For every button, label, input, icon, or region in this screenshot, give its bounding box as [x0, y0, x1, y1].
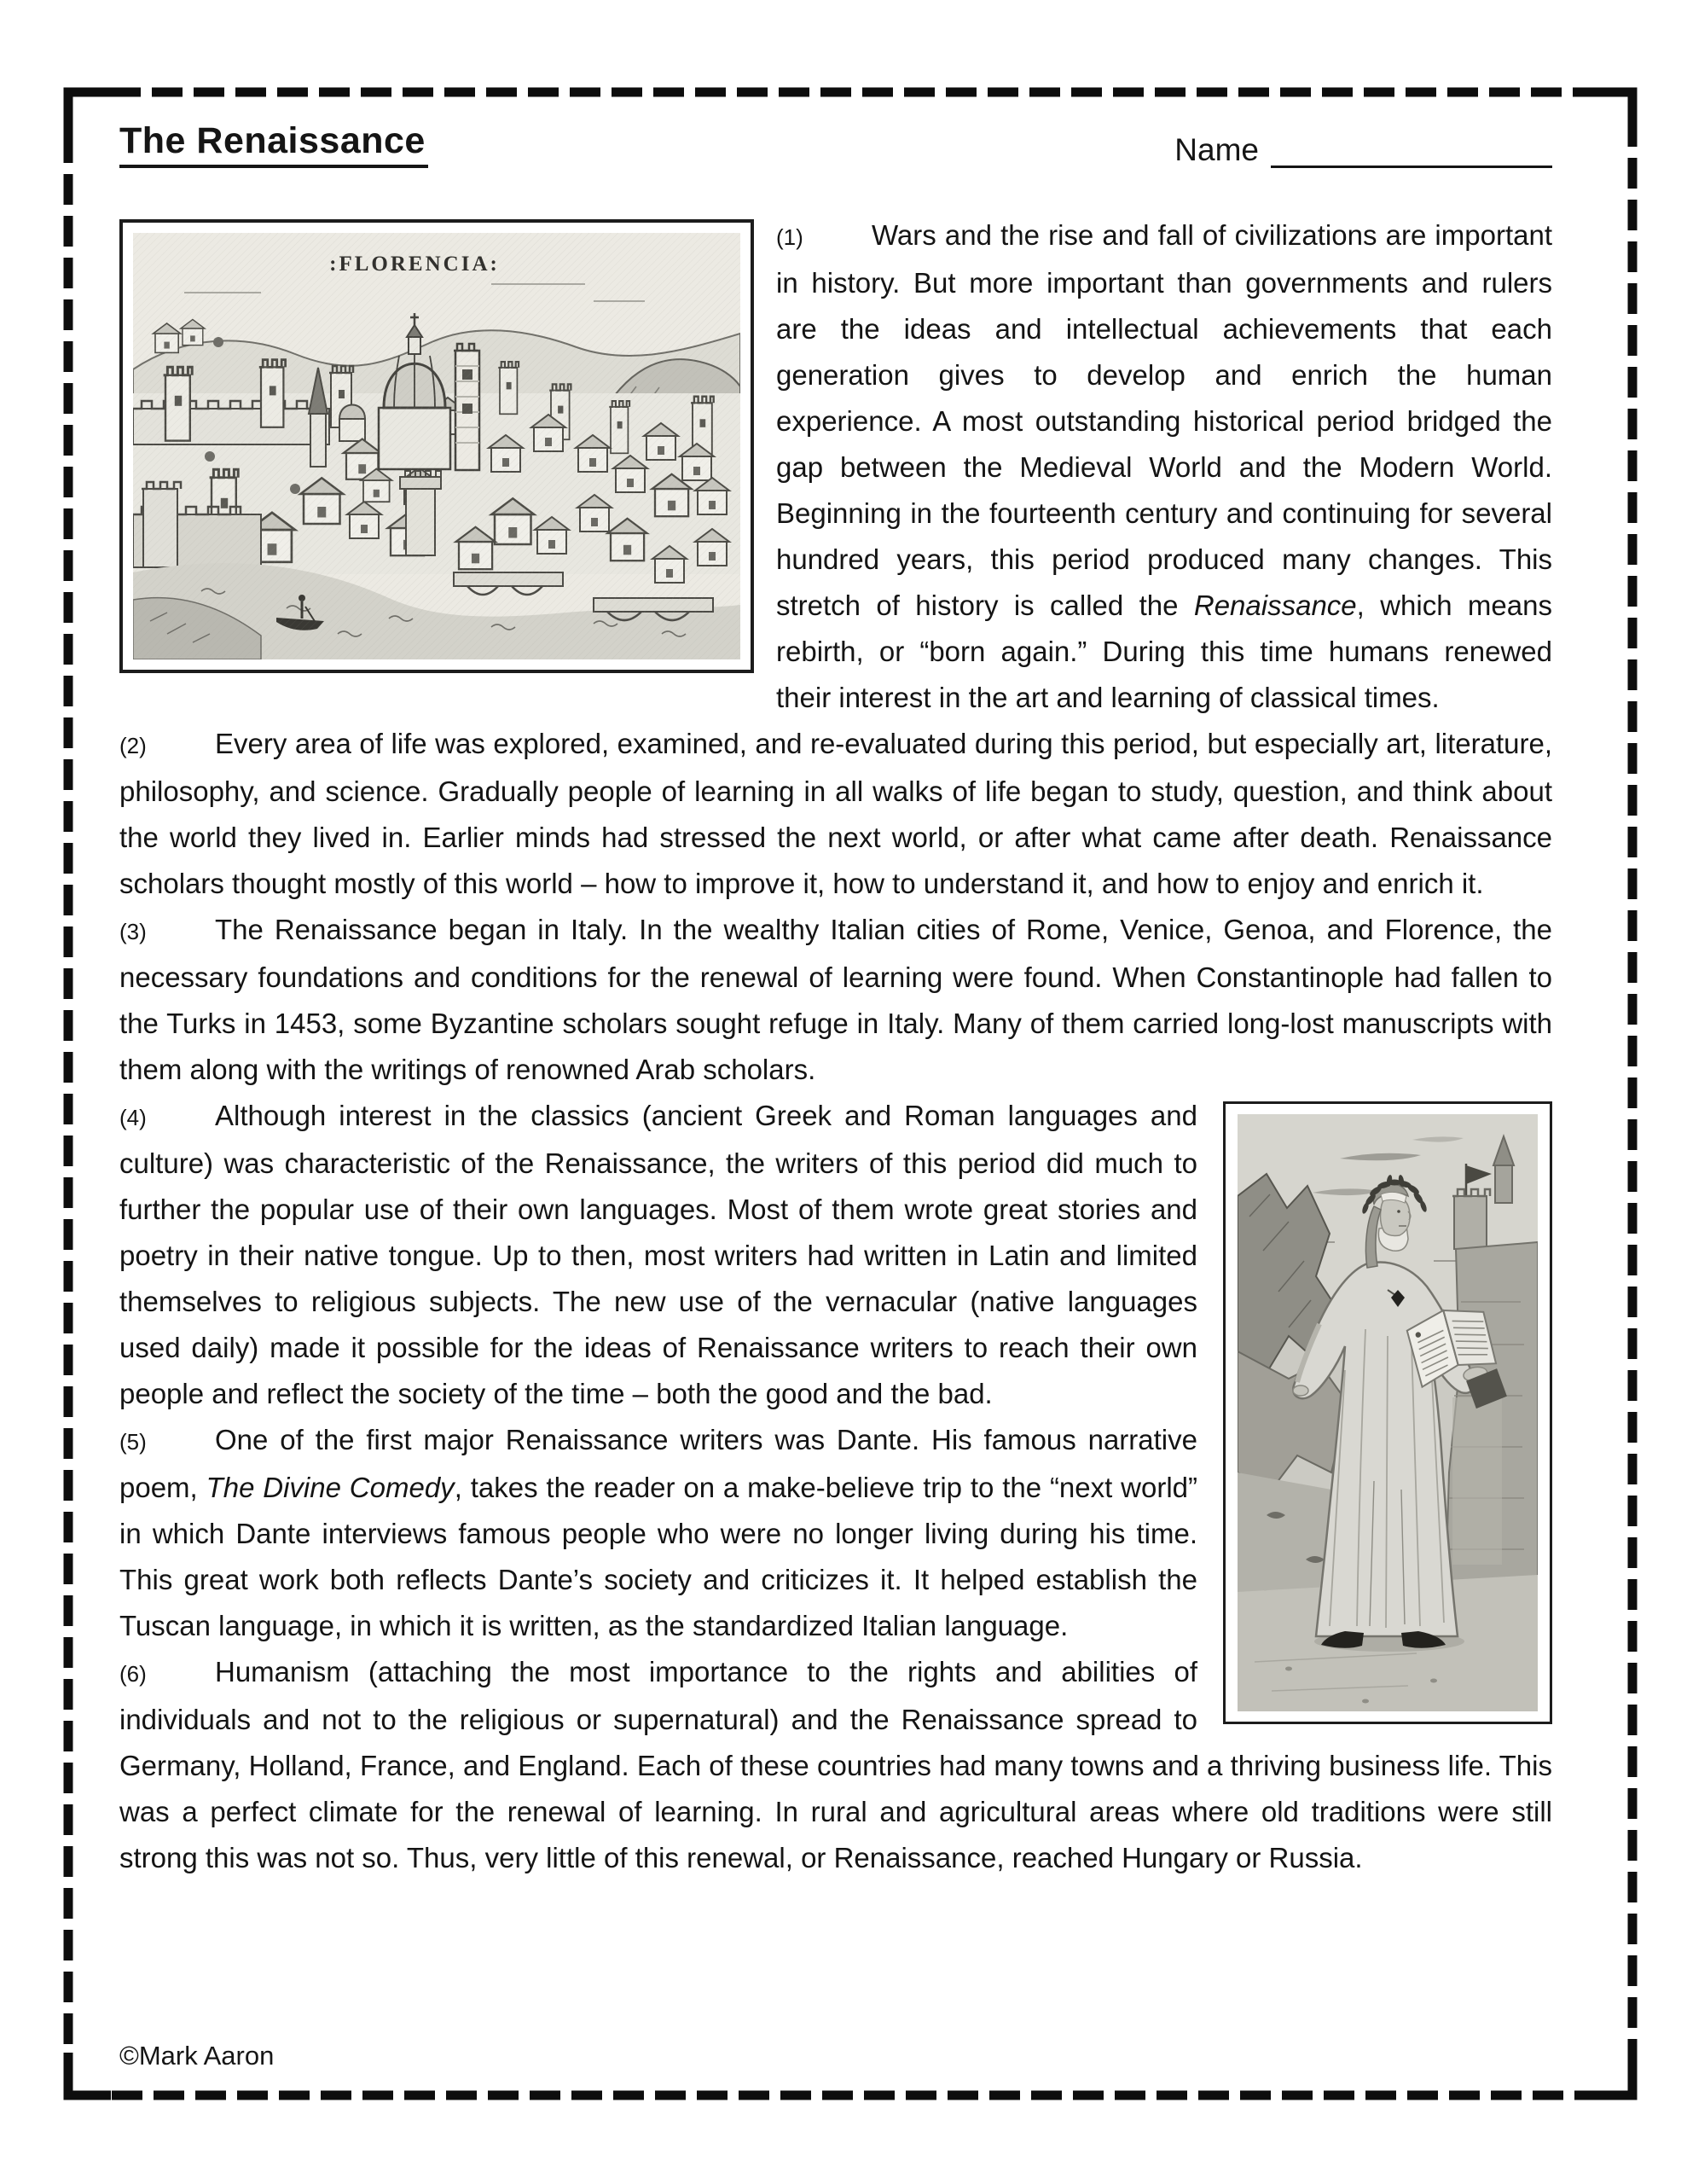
page-title: The Renaissance [119, 121, 428, 168]
dante-portrait-image [1238, 1114, 1538, 1711]
paragraph-number: (2) [119, 733, 147, 759]
worksheet-content [119, 121, 1552, 1881]
paragraph-number: (5) [119, 1429, 147, 1455]
name-blank-line [1271, 130, 1552, 168]
article-body [119, 212, 1552, 1881]
florence-woodcut-image [133, 233, 740, 659]
name-field [1174, 130, 1552, 168]
paragraph-5: (5) One of the first major Renaissance writers was Dante. His famous narrative poem, The Divine Comedy, takes the reader on a make-believe trip to the “next world” in which Dante interviews famous people who were no longer living during his time. This great work both reflects Dante’s society and criticizes it. It helped establish the Tuscan language, in which it is written, as the standardized Italian language. [119, 1417, 1552, 1649]
paragraph-3: (3) The Renaissance began in Italy. In the wealthy Italian cities of Rome, Venice, Genoa, and Florence, the necessary foundations and conditions for the renewal of learning were found. When Constantinople had fallen to the Turks in 1453, some Byzantine scholars sought refuge in Italy. Many of them carried long-lost manuscripts with them along with the writings of renowned Arab scholars. [119, 907, 1552, 1093]
name-label: Name [1174, 132, 1259, 168]
paragraph-6: (6) Humanism (attaching the most importance to the rights and abilities of individuals and not to the religious or supernatural) and the Renaissance spread to Germany, Holland, France, and England. Each of these countries had many towns and a thriving business life. This was a perfect climate for the renewal of learning. In rural and agricultural areas where old traditions were still strong this was not so. Thus, very little of this renewal, or Renaissance, reached Hungary or Russia. [119, 1649, 1552, 1881]
header [119, 121, 1552, 168]
florence-woodcut-figure [119, 219, 754, 673]
paragraph-1: (1) Wars and the rise and fall of civilizations are important in history. But more important than governments and rulers are the ideas and intellectual achievements that each generation gives to develop and enrich the human experience. A most outstanding historical period bridged the gap between the Medieval World and the Modern World. Beginning in the fourteenth century and continuing for several hundred years, this period produced many changes. This stretch of history is called the Renaissance, which means rebirth, or “born again.” During this time humans renewed their interest in the art and learning of classical times. [119, 212, 1552, 721]
paragraph-number: (4) [119, 1105, 147, 1131]
paragraph-number: (3) [119, 919, 147, 945]
florence-caption-label: :FLORENCIA: [329, 253, 500, 276]
paragraph-number: (6) [119, 1661, 147, 1687]
footer-credit: ©Mark Aaron [119, 2041, 275, 2071]
dante-portrait-figure [1223, 1101, 1552, 1724]
paragraph-2: (2) Every area of life was explored, examined, and re-evaluated during this period, but especially art, literature, philosophy, and science. Gradually people of learning in all walks of life began to study, question, and think about the world they lived in. Earlier minds had stressed the next world, or after what came after death. Renaissance scholars thought mostly of this world – how to improve it, how to understand it, and how to enjoy and enrich it. [119, 721, 1552, 907]
paragraph-number: (1) [776, 224, 803, 251]
paragraph-4: (4) Although interest in the classics (ancient Greek and Roman languages and culture) was characteristic of the Renaissance, the writers of this period did much to further the popular use of their own languages. Most of them wrote great stories and poetry in their native tongue. Up to then, most writers had written in Latin and limited themselves to religious subjects. The new use of the vernacular (native languages used daily) made it possible for the ideas of Renaissance writers to reach their own people and reflect the society of the time – both the good and the bad. [119, 1093, 1552, 1417]
